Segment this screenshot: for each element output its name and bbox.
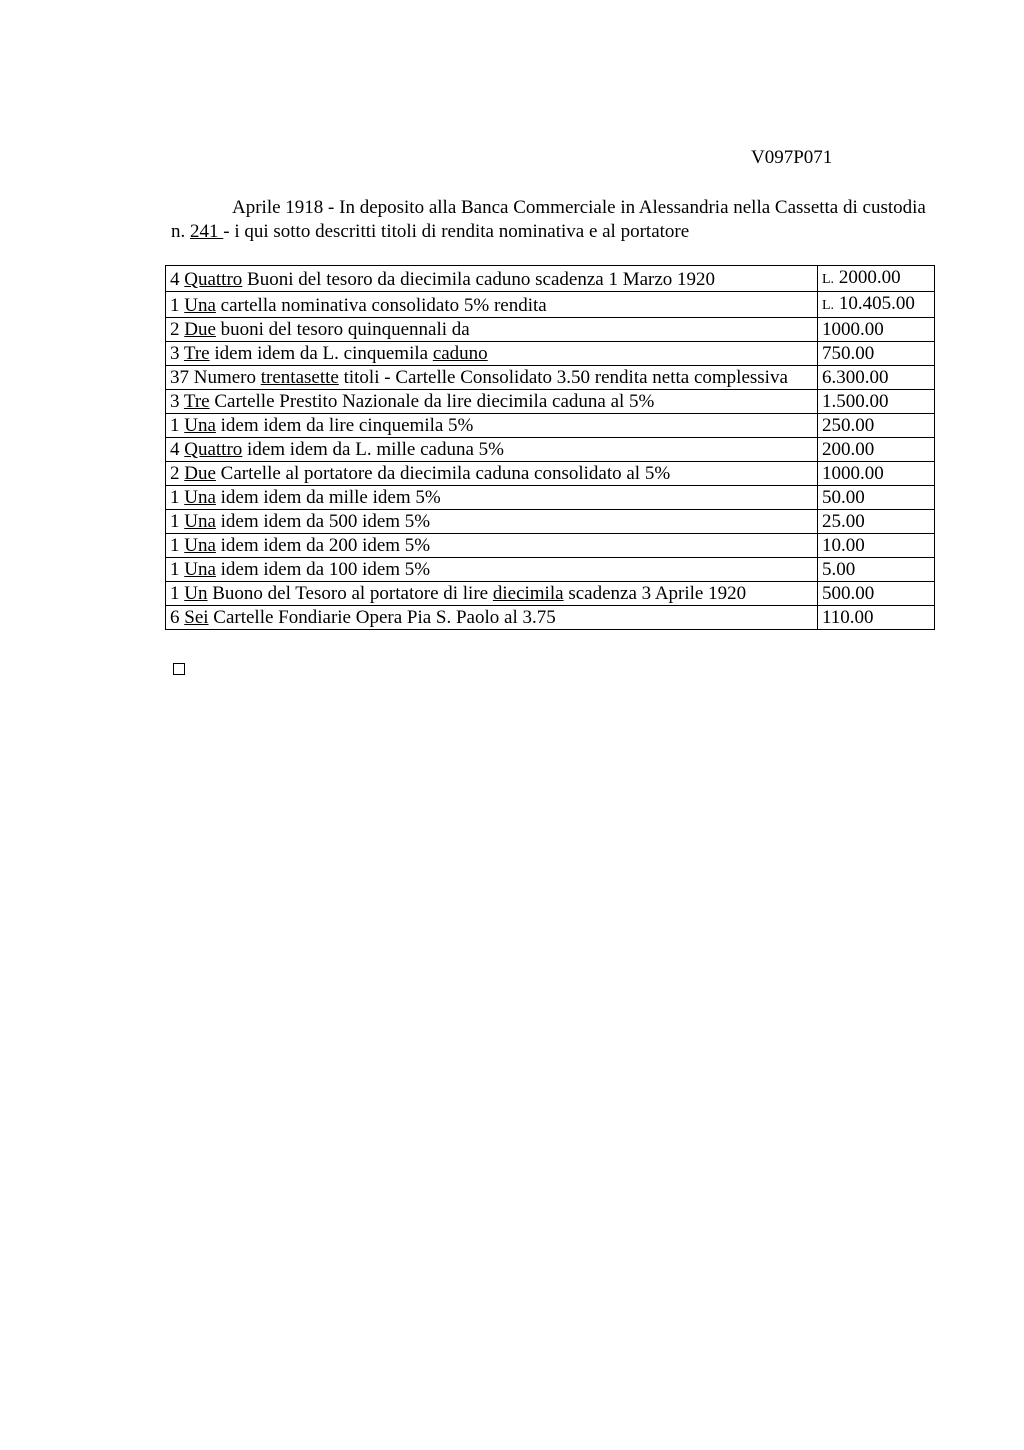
table-row <box>166 606 935 630</box>
security-amount <box>818 414 935 438</box>
security-amount <box>818 366 935 390</box>
security-description <box>166 292 818 318</box>
amount-value: 10.405.00 <box>834 293 915 314</box>
table-row <box>166 414 935 438</box>
amount-value: 750.00 <box>822 343 875 364</box>
amount-value: 1.500.00 <box>822 391 889 412</box>
security-description <box>166 486 818 510</box>
description-text: idem idem da 100 idem 5% <box>215 559 431 580</box>
security-amount <box>818 534 935 558</box>
amount-value: 500.00 <box>822 583 875 604</box>
amount-value: 6.300.00 <box>822 367 889 388</box>
description-text: idem idem da lire cinquemila 5% <box>215 415 474 436</box>
quantity-word: Due <box>184 463 216 484</box>
security-description <box>166 510 818 534</box>
table-row <box>166 582 935 606</box>
description-text: idem idem da L. mille caduna 5% <box>242 439 504 460</box>
security-description <box>166 582 818 606</box>
table-row <box>166 292 935 318</box>
description-text: Cartelle al portatore da diecimila caduna consolidato al 5% <box>215 463 671 484</box>
amount-value: 110.00 <box>822 607 874 628</box>
description-prefix: 37 Numero <box>170 367 261 388</box>
table-row <box>166 342 935 366</box>
description-text: titoli - Cartelle Consolidato 3.50 rendita netta complessiva <box>338 367 788 388</box>
quantity-word: Una <box>184 511 216 532</box>
amount-value: 25.00 <box>822 511 865 532</box>
description-prefix: 3 <box>170 391 184 412</box>
security-amount <box>818 606 935 630</box>
document-id: V097P071 <box>751 147 833 168</box>
amount-value: 1000.00 <box>822 319 884 340</box>
quantity-word: Una <box>184 559 216 580</box>
intro-text-start: Aprile 1918 - In deposito alla Banca Commerciale in Alessandria nella Cassetta di custodia n. <box>171 197 926 242</box>
intro-paragraph <box>171 196 941 244</box>
description-text: Cartelle Fondiarie Opera Pia S. Paolo al 3.75 <box>208 607 556 628</box>
description-text: idem idem da mille idem 5% <box>215 487 441 508</box>
securities-table-body <box>166 266 935 630</box>
underlined-word: caduno <box>432 343 488 364</box>
security-amount <box>818 510 935 534</box>
security-amount <box>818 390 935 414</box>
quantity-word: Una <box>184 415 216 436</box>
description-prefix: 1 <box>170 583 185 604</box>
quantity-word: Una <box>184 487 216 508</box>
security-amount <box>818 462 935 486</box>
quantity-word: Quattro <box>184 439 243 460</box>
description-text: idem idem da 200 idem 5% <box>215 535 431 556</box>
security-amount <box>818 438 935 462</box>
quantity-word: Tre <box>183 343 210 364</box>
quantity-word: Un <box>184 583 208 604</box>
quantity-word: Sei <box>184 607 209 628</box>
description-text-tail: scadenza 3 Aprile 1920 <box>563 583 747 604</box>
description-text: cartella nominativa consolidato 5% rendita <box>215 295 547 316</box>
description-prefix: 1 <box>170 415 185 436</box>
underlined-word: diecimila <box>492 583 564 604</box>
description-text: idem idem da 500 idem 5% <box>215 511 431 532</box>
security-description <box>166 606 818 630</box>
description-prefix: 4 <box>170 439 185 460</box>
quantity-word: Una <box>184 535 216 556</box>
description-prefix: 1 <box>170 535 185 556</box>
description-text: Cartelle Prestito Nazionale da lire diecimila caduna al 5% <box>209 391 655 412</box>
amount-value: 2000.00 <box>834 267 901 288</box>
quantity-word: Quattro <box>184 269 243 290</box>
empty-checkbox[interactable] <box>173 663 185 675</box>
security-description <box>166 414 818 438</box>
description-text: Buono del Tesoro al portatore di lire <box>207 583 493 604</box>
security-description <box>166 534 818 558</box>
amount-value: 50.00 <box>822 487 865 508</box>
description-prefix: 1 <box>170 487 185 508</box>
table-row <box>166 390 935 414</box>
securities-table <box>165 265 935 630</box>
amount-value: 10.00 <box>822 535 865 556</box>
table-row <box>166 318 935 342</box>
table-row <box>166 462 935 486</box>
security-amount <box>818 292 935 318</box>
description-prefix: 3 <box>170 343 184 364</box>
security-amount <box>818 266 935 292</box>
quantity-word: Tre <box>183 391 210 412</box>
amount-value: 200.00 <box>822 439 875 460</box>
description-text: Buoni del tesoro da diecimila caduno scadenza 1 Marzo 1920 <box>242 269 716 290</box>
description-text: buoni del tesoro quinquennali da <box>215 319 470 340</box>
description-prefix: 6 <box>170 607 185 628</box>
deposit-box-number: 241 <box>190 221 224 242</box>
currency-symbol: L. <box>822 272 835 287</box>
amount-value: 5.00 <box>822 559 856 580</box>
security-description <box>166 462 818 486</box>
description-prefix: 4 <box>170 269 185 290</box>
security-amount <box>818 558 935 582</box>
security-amount <box>818 342 935 366</box>
quantity-word: Due <box>184 319 216 340</box>
quantity-word: trentasette <box>260 367 339 388</box>
security-description <box>166 558 818 582</box>
table-row <box>166 510 935 534</box>
table-row <box>166 558 935 582</box>
security-description <box>166 366 818 390</box>
security-amount <box>818 486 935 510</box>
description-prefix: 1 <box>170 295 185 316</box>
security-description <box>166 390 818 414</box>
security-description <box>166 438 818 462</box>
security-description <box>166 318 818 342</box>
intro-text-end: - i qui sotto descritti titoli di rendita nominativa e al portatore <box>223 221 690 242</box>
description-prefix: 2 <box>170 463 185 484</box>
table-row <box>166 534 935 558</box>
security-description <box>166 342 818 366</box>
description-prefix: 2 <box>170 319 185 340</box>
amount-value: 250.00 <box>822 415 875 436</box>
security-amount <box>818 318 935 342</box>
security-description <box>166 266 818 292</box>
table-row <box>166 438 935 462</box>
description-text: idem idem da L. cinquemila <box>209 343 433 364</box>
description-prefix: 1 <box>170 511 185 532</box>
description-prefix: 1 <box>170 559 185 580</box>
amount-value: 1000.00 <box>822 463 884 484</box>
table-row <box>166 266 935 292</box>
currency-symbol: L. <box>822 298 835 313</box>
quantity-word: Una <box>184 295 216 316</box>
security-amount <box>818 582 935 606</box>
table-row <box>166 366 935 390</box>
table-row <box>166 486 935 510</box>
